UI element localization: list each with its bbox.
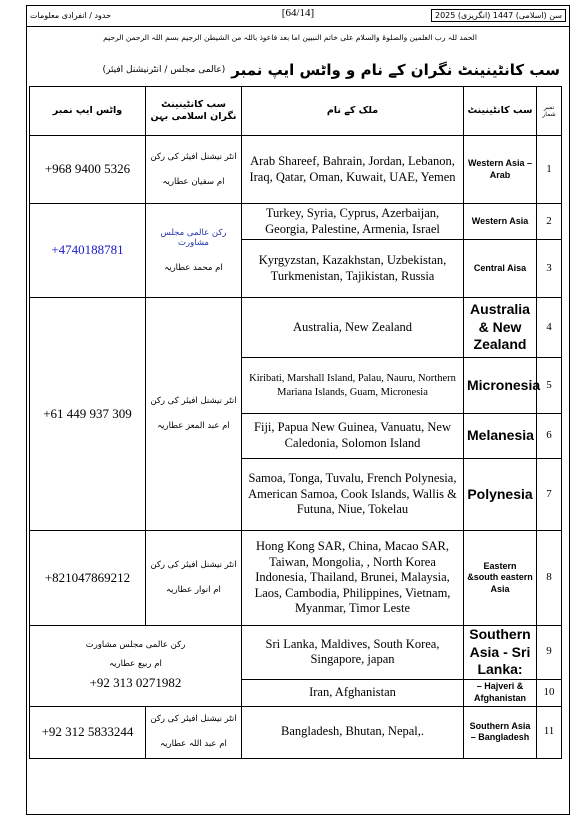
supervisor-table [29,86,562,759]
page-header [26,5,570,27]
title-main: سب کانٹینینٹ نگران کے نام و واٹس ایپ نمبر [231,61,560,79]
header-year: سن (اسلامی) 1447 (انگریزی) 2025 [431,9,566,22]
countries-cell: Kyrgyzstan, Kazakhstan, Uzbekistan, Turkmenistan, Tajikistan, Russia [242,240,464,298]
supervisor-name: ام سفیان عطاریہ [162,176,225,187]
col-header-whatsapp: واٹس ایپ نمبر [30,87,146,136]
whatsapp-number: +4740188781 [30,204,146,298]
continent-cell: Southern Asia – Bangladesh [464,706,537,758]
countries-cell: Fiji, Papua New Guinea, Vanuatu, New Caledonia, Solomon Island [242,414,464,459]
countries-cell: Samoa, Tonga, Tuvalu, French Polynesia, American Samoa, Cook Islands, Wallis & Futuna, Niue, Tokelau [242,459,464,531]
row-number: 11 [537,706,562,758]
col-header-continent: سب کانٹینینٹ [464,87,537,136]
table-row [30,298,562,358]
whatsapp-number: +92 312 5833244 [30,706,146,758]
supervisor-cell [146,706,242,758]
supervisor-name: ام انوار عطاریہ [166,585,221,595]
countries-cell: Arab Shareef, Bahrain, Jordan, Lebanon, Iraq, Qatar, Oman, Kuwait, UAE, Yemen [242,136,464,204]
col-header-countries: ملک کے نام [242,87,464,136]
row-number: 7 [537,459,562,531]
row-number: 2 [537,204,562,240]
continent-cell: Western Asia [464,204,537,240]
continent-cell: Western Asia – Arab [464,136,537,204]
whatsapp-number: +61 449 937 309 [30,298,146,531]
col-header-supervisor: سب کانٹینینٹ نگران اسلامی بہن [146,87,242,136]
table-row [30,706,562,758]
supervisor-cell [30,626,242,707]
continent-cell: Melanesia [464,414,537,459]
countries-cell: Australia, New Zealand [242,298,464,358]
table-row [30,136,562,204]
whatsapp-number: +821047869212 [30,531,146,626]
countries-cell: Iran, Afghanistan [242,679,464,706]
supervisor-role: انٹر نیشنل افیئر کی رکن [150,396,237,407]
continent-cell: – Hajveri & Afghanistan [464,679,537,706]
continent-cell: Eastern &south eastern Asia [464,531,537,626]
continent-cell: Central Aisa [464,240,537,298]
row-number: 4 [537,298,562,358]
title-sub: (عالمی مجلس / انٹرنیشنل افیئر) [102,65,226,75]
supervisor-cell [146,298,242,531]
supervisor-cell [146,531,242,626]
whatsapp-number: +92 313 0271982 [89,675,182,691]
table-row [30,204,562,240]
row-number: 8 [537,531,562,626]
table-row [30,531,562,626]
countries-cell: Kiribati, Marshall Island, Palau, Nauru, Northern Mariana Islands, Guam, Micronesia [242,358,464,414]
supervisor-cell [146,204,242,298]
row-number: 9 [537,626,562,680]
row-number: 3 [537,240,562,298]
continent-cell: Polynesia [464,459,537,531]
countries-cell: Turkey, Syria, Cyprus, Azerbaijan, Georgia, Palestine, Armenia, Israel [242,204,464,240]
supervisor-cell [146,136,242,204]
supervisor-role: رکن عالمی مجلس مشاورت [85,640,186,650]
supervisor-name: ام عبد المعز عطاریہ [157,421,230,431]
row-number: 6 [537,414,562,459]
continent-cell: Australia & New Zealand [464,298,537,358]
supervisor-role: رکن عالمی مجلس مشاورت [160,227,227,249]
whatsapp-number: +968 9400 5326 [30,136,146,204]
row-number: 5 [537,358,562,414]
countries-cell: Hong Kong SAR, China, Macao SAR, Taiwan, Mongolia, , North Korea Indonesia, Thailand, Brunei, Malaysia, Laos, Cambodia, Philippines, Vietnam, Myanmar, Timor Leste [242,531,464,626]
row-number: 10 [537,679,562,706]
bismillah-line: الحمد للہ رب العلمین والصلوۃ والسلام علی خاتم النبیین اما بعد فاعوذ باللہ من الشیطن الرجیم بسم اللہ الرحمن الرحیم [103,33,477,42]
col-header-num: نمبر شمار [537,87,562,136]
header-category: حدود / انفرادی معلومات [30,11,112,20]
supervisor-name: ام عبد اللہ عطاریہ [160,739,227,749]
countries-cell: Sri Lanka, Maldives, South Korea, Singapore, japan [242,626,464,680]
supervisor-role: انٹر نیشنل افیئر کی رکن [150,714,237,725]
supervisor-name: ام محمد عطاریہ [164,262,223,273]
table-header-row [30,87,562,136]
supervisor-role: انٹر نیشنل افیئر کی رکن [150,560,237,571]
continent-cell: Micronesia [464,358,537,414]
row-number: 1 [537,136,562,204]
continent-cell: Southern Asia - Sri Lanka: [464,626,537,680]
page-number: [64/14] [281,7,315,19]
supervisor-role: انٹر نیشنل افیئر کی رکن [150,151,237,162]
countries-cell: Bangladesh, Bhutan, Nepal,. [242,706,464,758]
table-row [30,626,562,680]
supervisor-name: ام ربیع عطاریہ [109,658,162,669]
document-title [30,58,564,82]
